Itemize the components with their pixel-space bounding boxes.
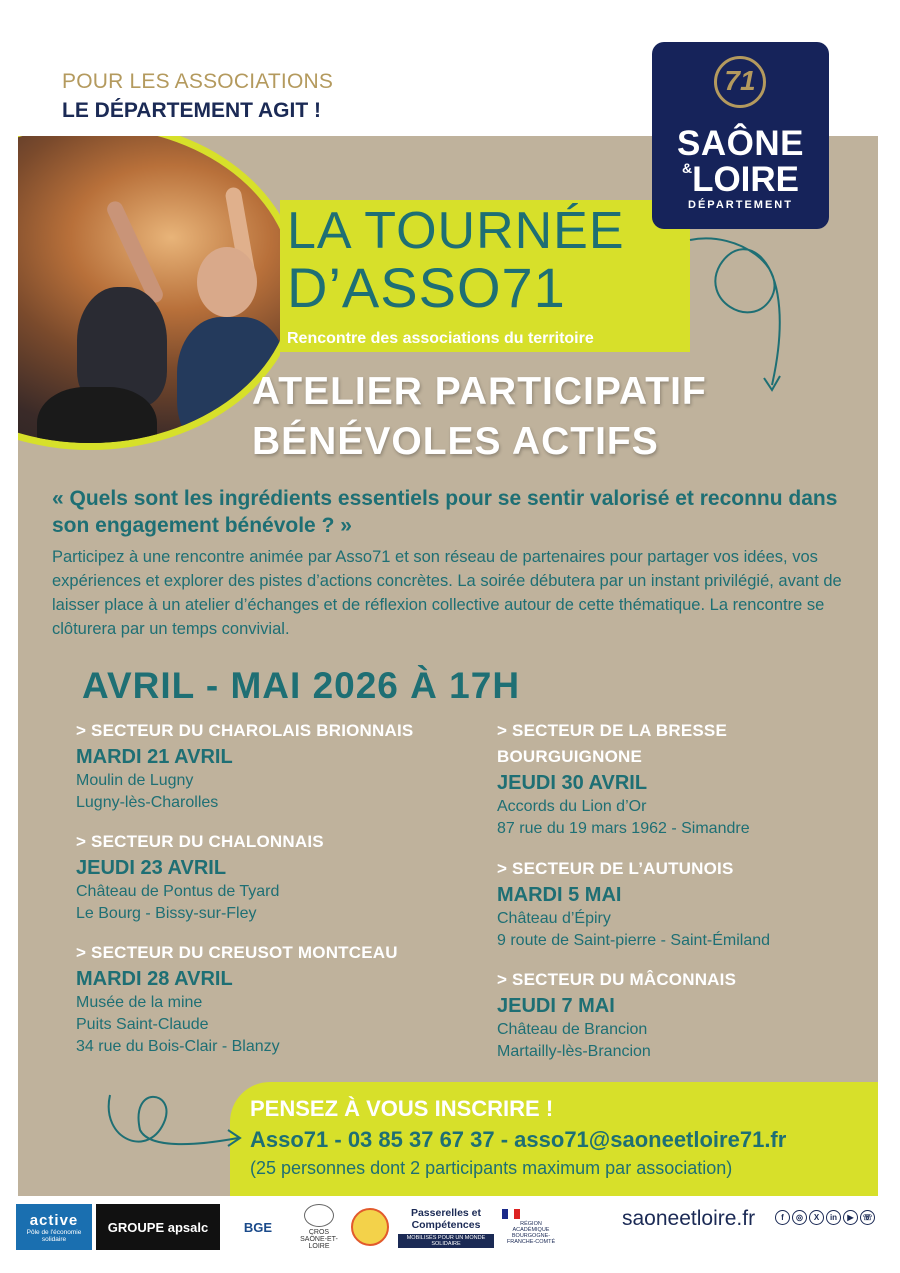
department-logo — [652, 42, 829, 229]
sector-venue: Musée de la mine — [76, 994, 203, 1011]
logo-line3: DÉPARTEMENT — [688, 199, 793, 211]
sector-maconnais — [497, 967, 887, 1063]
website-link[interactable]: saoneetloire.fr — [622, 1207, 756, 1230]
instagram-icon[interactable]: ◎ — [792, 1210, 807, 1225]
sector-name: > SECTEUR DU MÂCONNAIS — [497, 970, 737, 989]
sector-date: JEUDI 23 AVRIL — [76, 857, 227, 879]
passerelles-logo: Passerelles et Compétences MOBILISÉS POUR UN MONDE SOLIDAIRE — [398, 1204, 494, 1250]
linkedin-icon[interactable]: in — [826, 1210, 841, 1225]
active-logo: active Pôle de l'économie solidaire — [16, 1204, 92, 1250]
facebook-icon[interactable]: f — [775, 1210, 790, 1225]
sector-date: JEUDI 7 MAI — [497, 995, 615, 1017]
sector-venue: Château de Pontus de Tyard — [76, 883, 280, 900]
intro-paragraph: Participez à une rencontre animée par Asso71 et son réseau de partenaires pour partager vos idées, vos expériences et explorer des pistes d’actions concrètes. La soirée débutera par un instant privilégié, avant de laisser place à un atelier d’échanges et de réflexion collective autour de cette thématique. La rencontre se clôturera par un temps convivial. — [52, 548, 842, 638]
region-logo: RÉGION ACADÉMIQUE BOURGOGNE-FRANCHE-COMTÉ — [502, 1204, 560, 1250]
whatsapp-icon[interactable]: ☏ — [860, 1210, 875, 1225]
event-title-line2: D’ASSO71 — [287, 256, 566, 319]
sector-name-cont: BOURGUIGNONE — [497, 747, 643, 766]
sector-creusot — [76, 940, 466, 1058]
header-line2: LE DÉPARTEMENT AGIT ! — [62, 99, 321, 122]
sector-name: > SECTEUR DU CHAROLAIS BRIONNAIS — [76, 721, 414, 740]
sector-charolais — [76, 718, 466, 814]
sector-autunois — [497, 856, 887, 952]
sector-address: 87 rue du 19 mars 1962 - Simandre — [497, 820, 750, 837]
registration-note: (25 personnes dont 2 participants maximum par association) — [250, 1158, 733, 1178]
x-icon[interactable]: X — [809, 1210, 824, 1225]
sector-address: Martailly-lès-Brancion — [497, 1043, 651, 1060]
cros-logo: CROS SAÔNE-ET-LOIRE — [296, 1204, 342, 1250]
sector-name: > SECTEUR DE LA BRESSE — [497, 721, 728, 740]
sector-bresse — [497, 718, 887, 840]
registration-heading: PENSEZ À VOUS INSCRIRE ! — [250, 1096, 554, 1121]
sector-venue: Château de Brancion — [497, 1021, 648, 1038]
logo-line1: SAÔNE — [677, 124, 804, 163]
bge-logo: BGE — [243, 1219, 273, 1235]
social-icons — [775, 1210, 875, 1225]
dan-logo — [348, 1204, 392, 1250]
sector-venue: Château d’Épiry — [497, 910, 611, 927]
sector-address: 34 rue du Bois-Clair - Blanzy — [76, 1038, 280, 1055]
sector-date: MARDI 21 AVRIL — [76, 746, 233, 768]
sector-name: > SECTEUR DE L’AUTUNOIS — [497, 859, 734, 878]
sector-date: MARDI 28 AVRIL — [76, 968, 233, 990]
header-line1: POUR LES ASSOCIATIONS — [62, 70, 334, 93]
apsalc-logo: GROUPE apsalc — [96, 1204, 220, 1250]
logo-line2: &LOIRE — [681, 160, 800, 199]
sector-date: JEUDI 30 AVRIL — [497, 772, 648, 794]
logo-emblem-icon: 71 — [714, 56, 766, 108]
partner-fine-print — [562, 1204, 616, 1250]
sector-address: 9 route de Saint-pierre - Saint-Émiland — [497, 932, 771, 949]
sector-date: MARDI 5 MAI — [497, 884, 622, 906]
sector-venue-detail: Puits Saint-Claude — [76, 1016, 209, 1033]
sector-name: > SECTEUR DU CREUSOT MONTCEAU — [76, 943, 398, 962]
sector-address: Lugny-lès-Charolles — [76, 794, 219, 811]
sector-address: Le Bourg - Bissy-sur-Fley — [76, 905, 257, 922]
atelier-title-line1: ATELIER PARTICIPATIF — [252, 370, 707, 413]
question-text: « Quels sont les ingrédients essentiels pour se sentir valorisé et reconnu dans son engagement bénévole ? » — [52, 487, 838, 537]
youtube-icon[interactable]: ▶ — [843, 1210, 858, 1225]
sector-venue: Accords du Lion d’Or — [497, 798, 647, 815]
registration-contact[interactable]: Asso71 - 03 85 37 67 37 - asso71@saoneetloire71.fr — [250, 1127, 787, 1152]
photo-frame — [18, 136, 280, 456]
sector-chalonnais — [76, 829, 466, 925]
sector-name: > SECTEUR DU CHALONNAIS — [76, 832, 324, 851]
dates-title: AVRIL - MAI 2026 À 17H — [82, 665, 521, 706]
audience-photo — [18, 136, 280, 450]
atelier-title-line2: BÉNÉVOLES ACTIFS — [252, 420, 659, 463]
french-flag-icon — [502, 1209, 520, 1219]
event-subtitle: Rencontre des associations du territoire — [287, 330, 594, 347]
event-title-line1: LA TOURNÉE — [287, 202, 625, 260]
sector-venue: Moulin de Lugny — [76, 772, 194, 789]
